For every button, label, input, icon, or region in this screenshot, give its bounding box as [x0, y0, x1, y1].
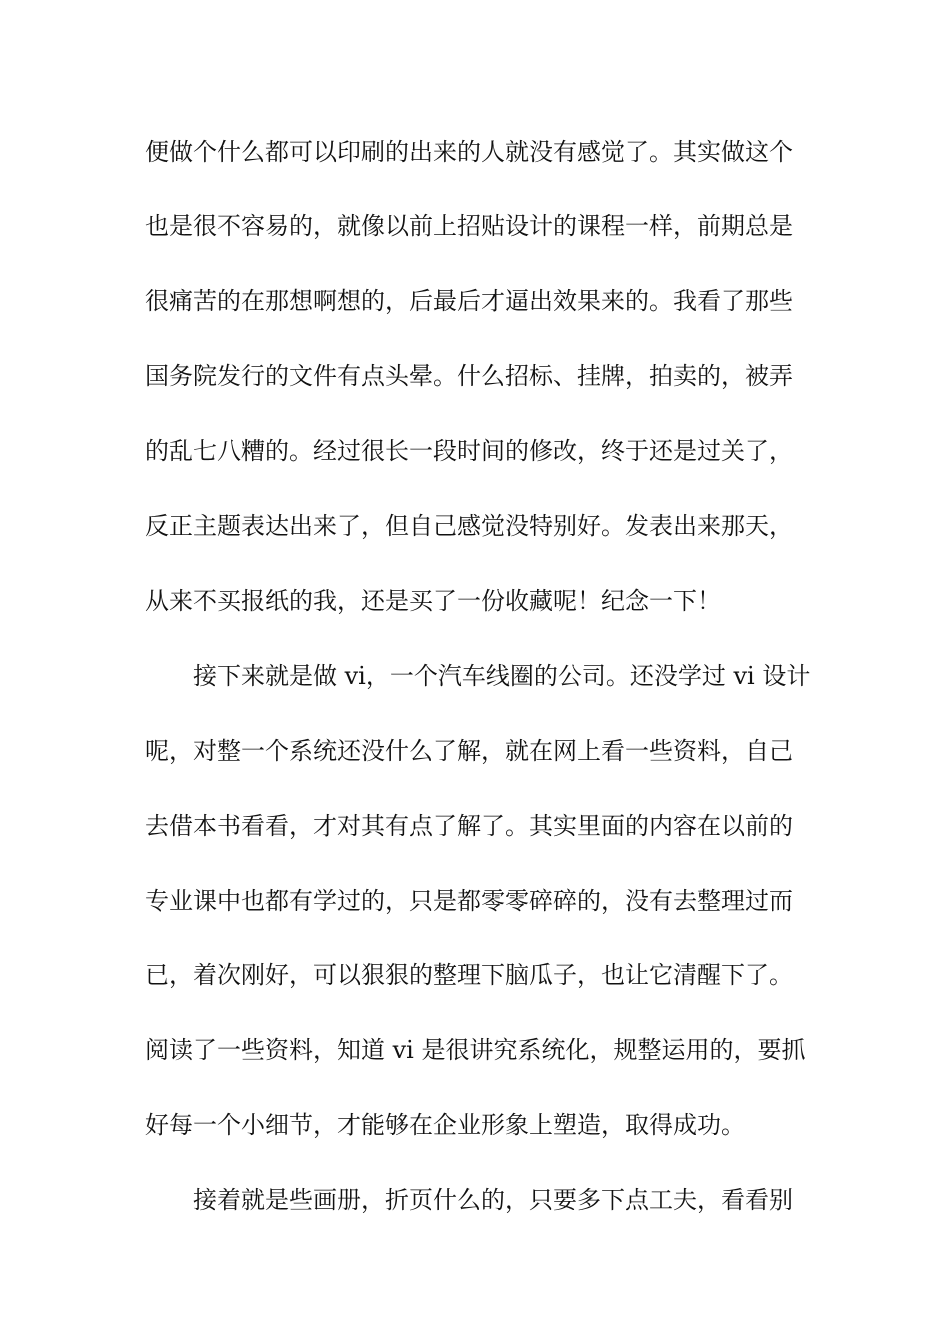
paragraph-line: 很痛苦的在那想啊想的，后最后才逼出效果来的。我看了那些 [145, 287, 793, 315]
paragraph-line: 呢，对整一个系统还没什么了解，就在网上看一些资料，自己 [145, 737, 793, 765]
paragraph-line: 反正主题表达出来了，但自己感觉没特别好。发表出来那天， [145, 512, 793, 540]
paragraph-line: 去借本书看看，才对其有点了解了。其实里面的内容在以前的 [145, 812, 793, 840]
paragraph-line: 接着就是些画册，折页什么的，只要多下点工夫，看看别 [193, 1186, 793, 1214]
paragraph-line: 从来不买报纸的我，还是买了一份收藏呢！纪念一下！ [145, 587, 721, 615]
paragraph-line: 专业课中也都有学过的，只是都零零碎碎的，没有去整理过而 [145, 887, 793, 915]
paragraph-line: 已，着次刚好，可以狠狠的整理下脑瓜子，也让它清醒下了。 [145, 961, 793, 989]
paragraph-line: 接下来就是做 vi，一个汽车线圈的公司。还没学过 vi 设计 [193, 662, 811, 690]
paragraph-line: 也是很不容易的，就像以前上招贴设计的课程一样，前期总是 [145, 212, 793, 240]
paragraph-line: 国务院发行的文件有点头晕。什么招标、挂牌，拍卖的，被弄 [145, 362, 793, 390]
paragraph-line: 的乱七八糟的。经过很长一段时间的修改，终于还是过关了， [145, 437, 793, 465]
paragraph-line: 好每一个小细节，才能够在企业形象上塑造，取得成功。 [145, 1111, 745, 1139]
paragraph-line: 便做个什么都可以印刷的出来的人就没有感觉了。其实做这个 [145, 138, 793, 166]
paragraph-line: 阅读了一些资料，知道 vi 是很讲究系统化，规整运用的，要抓 [145, 1036, 806, 1064]
